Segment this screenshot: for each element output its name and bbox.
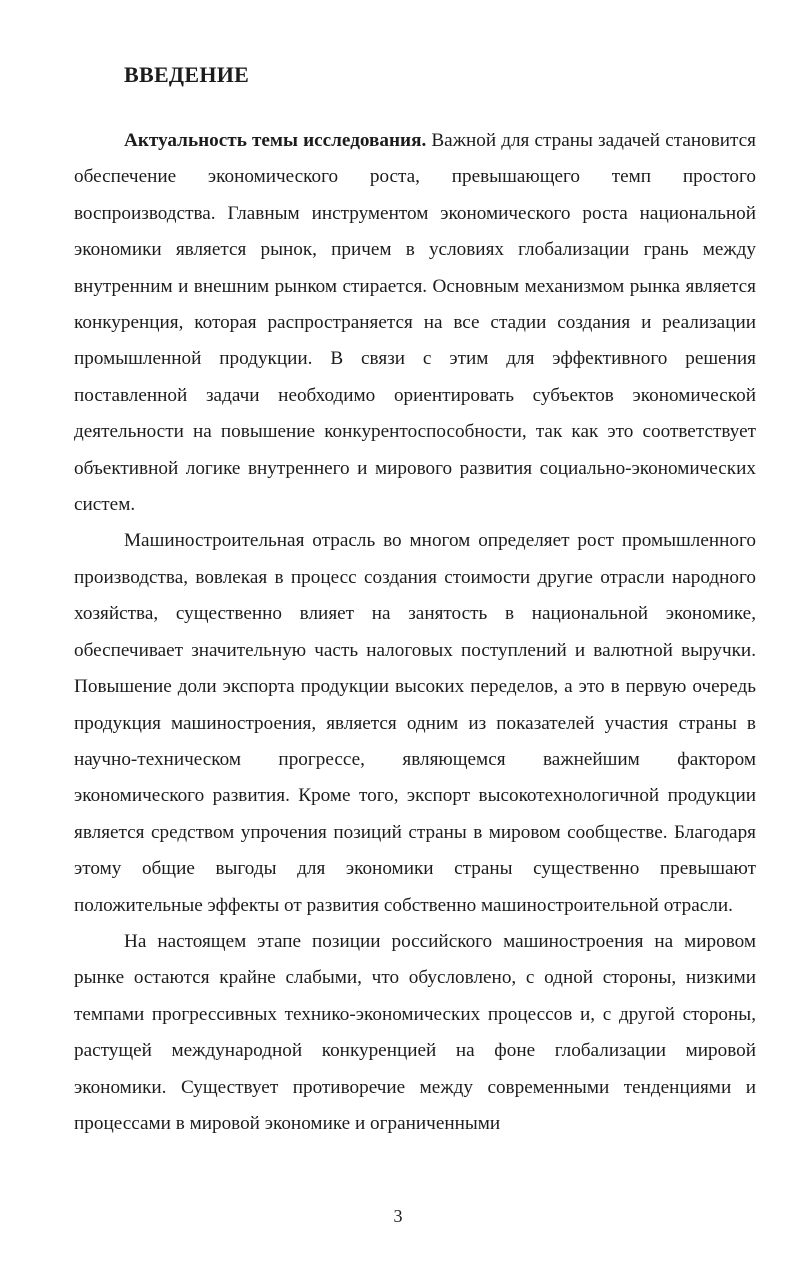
body-text bbox=[74, 123, 756, 1142]
paragraph-relevance bbox=[74, 123, 756, 523]
paragraph-lead: Актуальность темы исследования. bbox=[124, 130, 427, 151]
page-number: 3 bbox=[393, 1206, 403, 1226]
paragraph-current-stage: На настоящем этапе позиции российского машиностроения на мировом рынке остаются крайне слабыми, что обусловлено, с одной стороны, низкими темпами прогрессивных технико-экономических процессов и, с другой стороны, растущей международной конкуренцией на фоне глобализации мировой экономики. Существует противоречие между современными тенденциями и процессами в мировой экономике и ограниченными bbox=[74, 930, 756, 1134]
paragraph-text: Важной для страны задачей становится обеспечение экономического роста, превышающего темп простого воспроизводства. Главным инструментом экономического роста национальной экономики является рынок, причем в условиях глобализации грань между внутренним и внешним рынком стирается. Основным механизмом рынка является конкуренция, которая распространяется на все стадии создания и реализации промышленной продукции. В связи с этим для эффективного решения поставленной задачи необходимо ориентировать субъектов экономической деятельности на повышение конкурентоспособности, так как это соответствует объективной логике внутреннего и мирового развития социально-экономических систем. bbox=[74, 130, 756, 516]
section-heading: ВВЕДЕНИЕ bbox=[124, 62, 250, 87]
paragraph-machine-building: Машиностроительная отрасль во многом определяет рост промышленного производства, вовлекая в процесс создания стоимости другие отрасли народного хозяйства, существенно влияет на занятость в национальной экономике, обеспечивает значительную часть налоговых поступлений и валютной выручки. Повышение доли экспорта продукции высоких переделов, а это в первую очередь продукция машиностроения, является одним из показателей участия страны в научно-техническом прогрессе, являющемся важнейшим фактором экономического развития. Кроме того, экспорт высокотехнологичной продукции является средством упрочения позиций страны в мировом сообществе. Благодаря этому общие выгоды для экономики страны существенно превышают положительные эффекты от развития собственно машиностроительной отрасли. bbox=[74, 530, 756, 916]
